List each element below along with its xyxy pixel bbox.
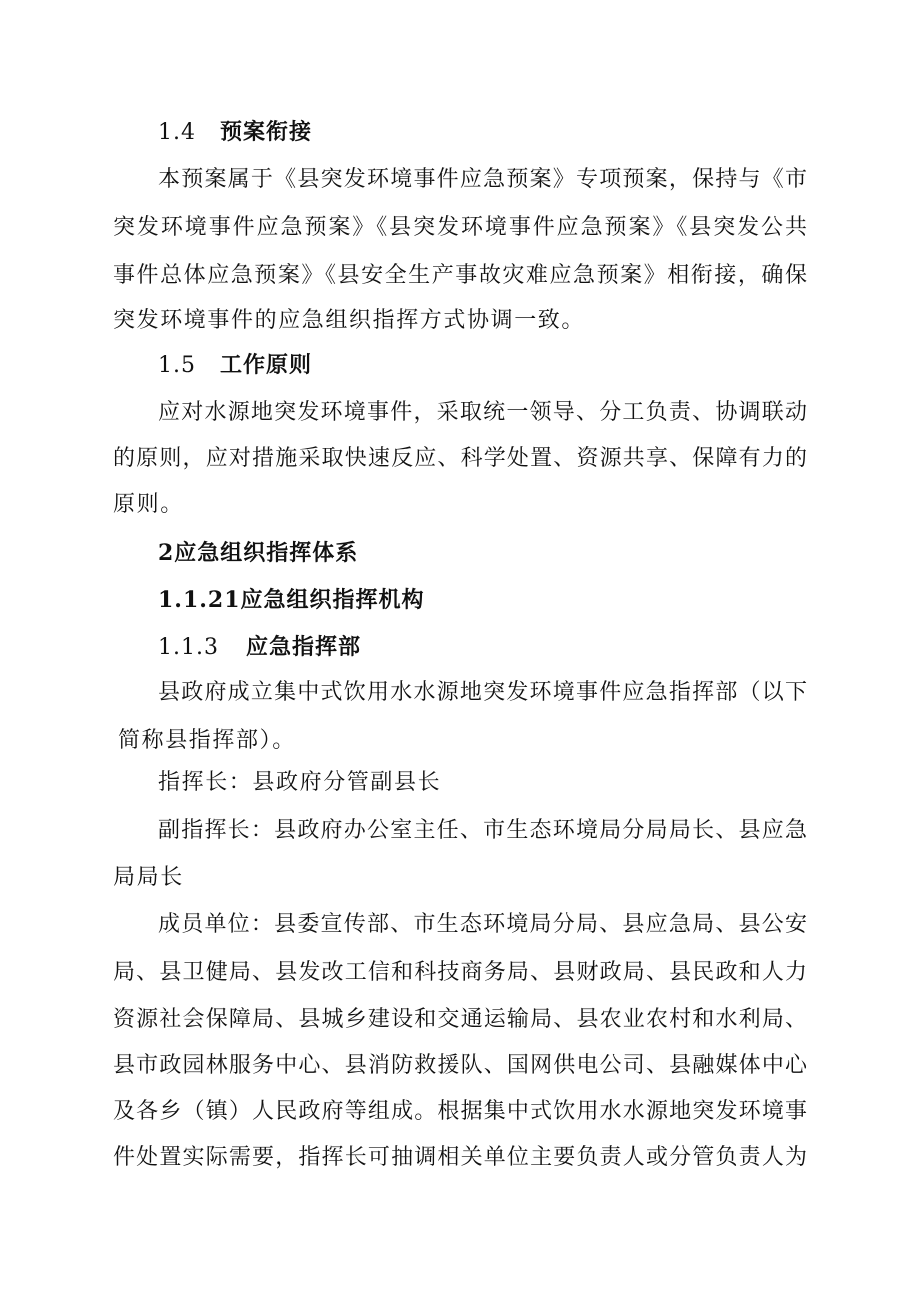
chapter-heading: 2应急组织指挥体系 <box>158 540 359 566</box>
sub-heading: 1.1.21应急组织指挥机构 <box>158 587 425 613</box>
section-heading-1-4 <box>158 117 807 147</box>
section-heading-1-1-3 <box>158 632 807 662</box>
paragraph-line: 的原则，应对措施采取快速反应、科学处置、资源共享、保障有力的 <box>113 446 807 471</box>
members-line: 资源社会保障局、县城乡建设和交通运输局、县农业农村和水利局、 <box>113 1007 807 1032</box>
members-line: 成员单位：县委宣传部、市生态环境局分局、县应急局、县公安 <box>158 912 807 937</box>
members-line: 局、县卫健局、县发改工信和科技商务局、县财政局、县民政和人力 <box>113 960 807 985</box>
paragraph-line: 本预案属于《县突发环境事件应急预案》专项预案，保持与《市 <box>158 167 807 192</box>
section-title: 工作原则 <box>220 352 313 378</box>
paragraph-line: 突发环境事件的应急组织指挥方式协调一致。 <box>113 308 586 333</box>
section-number: 1.4 <box>158 120 196 145</box>
section-heading-1-5 <box>158 350 807 380</box>
members-line: 件处置实际需要，指挥长可抽调相关单位主要负责人或分管负责人为 <box>113 1145 807 1170</box>
commander-line: 指挥长：县政府分管副县长 <box>158 770 442 795</box>
section-title: 预案衔接 <box>220 119 313 145</box>
section-title: 应急指挥部 <box>246 634 362 660</box>
members-line: 及各乡（镇）人民政府等组成。根据集中式饮用水水源地突发环境事 <box>113 1099 807 1124</box>
deputy-line: 局局长 <box>113 865 184 890</box>
paragraph-line: 突发环境事件应急预案》《县突发环境事件应急预案》《县突发公共 <box>113 215 807 240</box>
paragraph-line: 县政府成立集中式饮用水水源地突发环境事件应急指挥部（以下 <box>158 680 807 705</box>
paragraph-line: 简称县指挥部）。 <box>118 728 296 753</box>
paragraph-line: 事件总体应急预案》《县安全生产事故灾难应急预案》相衔接，确保 <box>113 263 807 288</box>
members-line: 县市政园林服务中心、县消防救援队、国网供电公司、县融媒体中心 <box>113 1053 807 1078</box>
section-number: 1.5 <box>158 353 196 378</box>
section-number: 1.1.3 <box>158 635 219 660</box>
deputy-line: 副指挥长：县政府办公室主任、市生态环境局分局局长、县应急 <box>158 818 807 843</box>
paragraph-line: 应对水源地突发环境事件，采取统一领导、分工负责、协调联动 <box>158 400 807 425</box>
paragraph-line: 原则。 <box>113 492 184 517</box>
